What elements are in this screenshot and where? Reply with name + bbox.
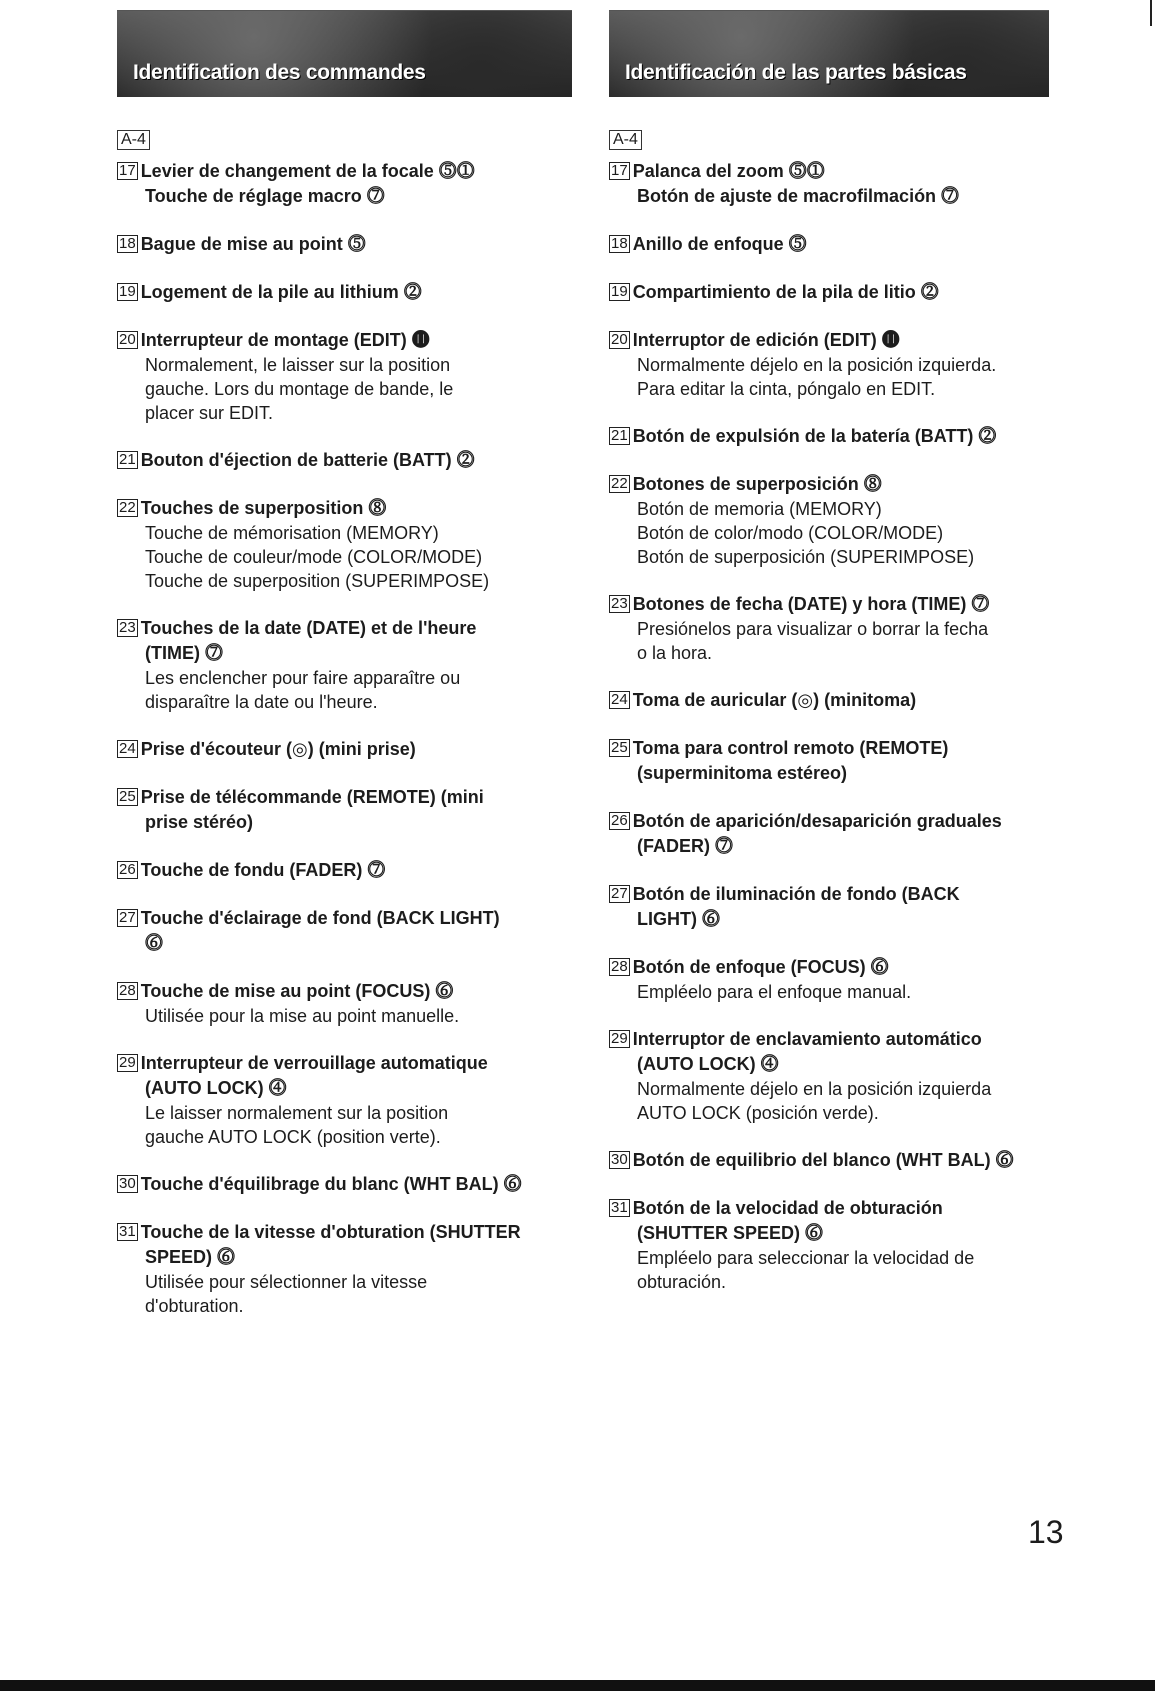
list-item [117,496,572,593]
item-description: disparaître la date ou l'heure. [145,692,378,712]
item-title: Touche d'équilibrage du blanc (WHT BAL) ⓺ [140,1174,522,1194]
item-number: 31 [119,1223,136,1240]
item-number: 30 [611,1151,628,1168]
list-item [609,1148,1049,1173]
item-number: 20 [119,331,136,348]
item-title: Interrupteur de montage (EDIT) ⓫ [140,330,430,350]
item-description: Normalmente déjelo en la posición izquierda. [637,355,997,375]
list-item [117,159,572,209]
item-description: AUTO LOCK (posición verde). [637,1103,879,1123]
item-number: 17 [119,162,136,179]
item-title: Botón de iluminación de fondo (BACK [632,884,960,904]
item-description: Empléelo para seleccionar la velocidad de [637,1248,975,1268]
item-heading [609,232,1049,257]
item-title: Botón de expulsión de la batería (BATT) ⓶ [632,426,997,446]
item-description: placer sur EDIT. [145,403,274,423]
list-item [609,328,1049,401]
item-number: 18 [119,235,136,252]
item-number: 25 [119,788,136,805]
item-description: Le laisser normalement sur la position [145,1103,449,1123]
item-title: Touches de la date (DATE) et de l'heure [140,618,477,638]
item-title: Touche de fondu (FADER) ⓻ [140,860,386,880]
item-number: 29 [119,1054,136,1071]
list-item [609,280,1049,305]
list-item [117,328,572,425]
spanish-column [609,10,1049,1317]
list-item [609,809,1049,859]
item-heading [117,616,572,641]
item-description: Presiónelos para visualizar o borrar la fecha [637,619,989,639]
page-number: 13 [1028,1514,1064,1550]
item-number: 23 [611,595,628,612]
item-heading [609,955,1049,980]
item-heading [117,496,572,521]
item-title: Levier de changement de la focale ⓹⓵ [140,161,475,181]
list-item [117,1220,572,1318]
figure-ref: A-4 [117,130,150,150]
item-description: Normalement, le laisser sur la position [145,355,451,375]
item-title: Palanca del zoom ⓹⓵ [632,161,825,181]
item-heading [609,688,1049,713]
item-title: Interruptor de edición (EDIT) ⓫ [632,330,900,350]
item-subtitle: LIGHT) ⓺ [637,909,720,929]
item-heading [117,328,572,353]
item-description: o la hora. [637,643,713,663]
item-number: 25 [611,739,628,756]
list-item [609,955,1049,1004]
item-heading [117,1051,572,1076]
item-number: 28 [611,958,628,975]
list-item [117,616,572,714]
item-number: 21 [119,451,136,468]
item-title: Prise de télécommande (REMOTE) (mini [140,787,484,807]
item-title: Compartimiento de la pila de litio ⓶ [632,282,939,302]
item-title: Botón de la velocidad de obturación [632,1198,943,1218]
list-item [609,882,1049,932]
spanish-heading: Identificación de las partes básicas [625,61,967,84]
item-subtitle: (FADER) ⓻ [637,836,733,856]
item-number: 27 [119,909,136,926]
list-item [609,1196,1049,1294]
item-title: Botones de superposición ⓼ [632,474,882,494]
item-title: Toma de auricular (◎) (minitoma) [632,690,917,710]
item-title: Interrupteur de verrouillage automatique [140,1053,488,1073]
list-item [117,858,572,883]
french-heading: Identification des commandes [133,61,426,84]
list-item [609,592,1049,665]
item-number: 28 [119,982,136,999]
item-title: Touche d'éclairage de fond (BACK LIGHT) [140,908,500,928]
list-item [609,736,1049,786]
item-heading [609,736,1049,761]
item-subtitle: prise stéréo) [145,812,254,832]
item-description: Touche de couleur/mode (COLOR/MODE) [145,547,483,567]
item-heading [117,785,572,810]
item-description: Utilisée pour sélectionner la vitesse [145,1272,428,1292]
list-item [609,472,1049,569]
item-title: Bague de mise au point ⓹ [140,234,366,254]
item-description: Les enclencher pour faire apparaître ou [145,668,461,688]
item-heading [117,1220,572,1245]
item-title: Toma para control remoto (REMOTE) [632,738,949,758]
item-subtitle: Botón de ajuste de macrofilmación ⓻ [637,186,960,206]
item-description: Touche de mémorisation (MEMORY) [145,523,439,543]
item-number: 22 [611,475,628,492]
item-heading [609,328,1049,353]
item-heading [117,1172,572,1197]
item-heading [117,448,572,473]
item-description: obturación. [637,1272,727,1292]
item-number: 24 [119,740,136,757]
item-title: Touche de mise au point (FOCUS) ⓺ [140,981,454,1001]
item-description: d'obturation. [145,1296,244,1316]
item-description: gauche AUTO LOCK (position verte). [145,1127,441,1147]
item-subtitle: (TIME) ⓻ [145,643,223,663]
list-item [117,906,572,956]
item-title: Interruptor de enclavamiento automático [632,1029,982,1049]
item-heading [609,159,1049,184]
item-number: 29 [611,1030,628,1047]
item-number: 26 [611,812,628,829]
list-item [117,737,572,762]
item-heading [117,906,572,931]
item-heading [609,882,1049,907]
french-column [117,10,572,1341]
item-title: Logement de la pile au lithium ⓶ [140,282,422,302]
item-number: 18 [611,235,628,252]
french-items [117,159,572,1318]
figure-ref: A-4 [609,130,642,150]
item-description: Utilisée pour la mise au point manuelle. [145,1006,460,1026]
item-heading [609,424,1049,449]
item-title: Botón de equilibrio del blanco (WHT BAL) ⓺ [632,1150,1014,1170]
item-description: Botón de superposición (SUPERIMPOSE) [637,547,975,567]
item-number: 26 [119,861,136,878]
item-heading [609,1027,1049,1052]
item-heading [609,1148,1049,1173]
item-heading [609,472,1049,497]
item-subtitle: Touche de réglage macro ⓻ [145,186,385,206]
item-number: 31 [611,1199,628,1216]
list-item [117,448,572,473]
item-heading [117,280,572,305]
item-heading [609,1196,1049,1221]
item-subtitle: SPEED) ⓺ [145,1247,236,1267]
list-item [117,1172,572,1197]
item-subtitle: (superminitoma estéreo) [637,763,848,783]
item-number: 22 [119,499,136,516]
list-item [117,280,572,305]
list-item [609,232,1049,257]
item-description: Touche de superposition (SUPERIMPOSE) [145,571,490,591]
item-heading [117,858,572,883]
item-title: Prise d'écouteur (◎) (mini prise) [140,739,416,759]
item-title: Botones de fecha (DATE) y hora (TIME) ⓻ [632,594,990,614]
list-item [609,688,1049,713]
item-description: Para editar la cinta, póngalo en EDIT. [637,379,936,399]
item-heading [117,737,572,762]
item-number: 21 [611,427,628,444]
item-subtitle: (AUTO LOCK) ⓸ [637,1054,779,1074]
spanish-items [609,159,1049,1294]
list-item [117,979,572,1028]
item-description: gauche. Lors du montage de bande, le [145,379,454,399]
item-subtitle: (AUTO LOCK) ⓸ [145,1078,287,1098]
item-number: 27 [611,885,628,902]
item-subtitle: (SHUTTER SPEED) ⓺ [637,1223,824,1243]
item-description: Normalmente déjelo en la posición izquierda [637,1079,992,1099]
item-number: 17 [611,162,628,179]
item-number: 24 [611,691,628,708]
item-heading [117,979,572,1004]
item-subtitle: ⓺ [145,933,163,953]
item-title: Touches de superposition ⓼ [140,498,387,518]
item-title: Bouton d'éjection de batterie (BATT) ⓶ [140,450,475,470]
item-heading [609,280,1049,305]
list-item [609,424,1049,449]
list-item [609,1027,1049,1125]
bottom-rule [0,1680,1155,1691]
item-title: Anillo de enfoque ⓹ [632,234,807,254]
item-number: 23 [119,619,136,636]
item-title: Botón de aparición/desaparición graduales [632,811,1002,831]
item-title: Touche de la vitesse d'obturation (SHUTTER [140,1222,521,1242]
item-heading [117,232,572,257]
item-heading [609,592,1049,617]
spanish-heading-banner [609,10,1049,97]
item-title: Botón de enfoque (FOCUS) ⓺ [632,957,889,977]
item-description: Botón de color/modo (COLOR/MODE) [637,523,944,543]
item-number: 20 [611,331,628,348]
item-description: Empléelo para el enfoque manual. [637,982,912,1002]
list-item [117,232,572,257]
list-item [117,1051,572,1149]
item-description: Botón de memoria (MEMORY) [637,499,882,519]
item-heading [609,809,1049,834]
item-number: 19 [611,283,628,300]
item-heading [117,159,572,184]
margin-mark [1150,0,1152,26]
list-item [117,785,572,835]
list-item [609,159,1049,209]
french-heading-banner [117,10,572,97]
item-number: 19 [119,283,136,300]
item-number: 30 [119,1175,136,1192]
